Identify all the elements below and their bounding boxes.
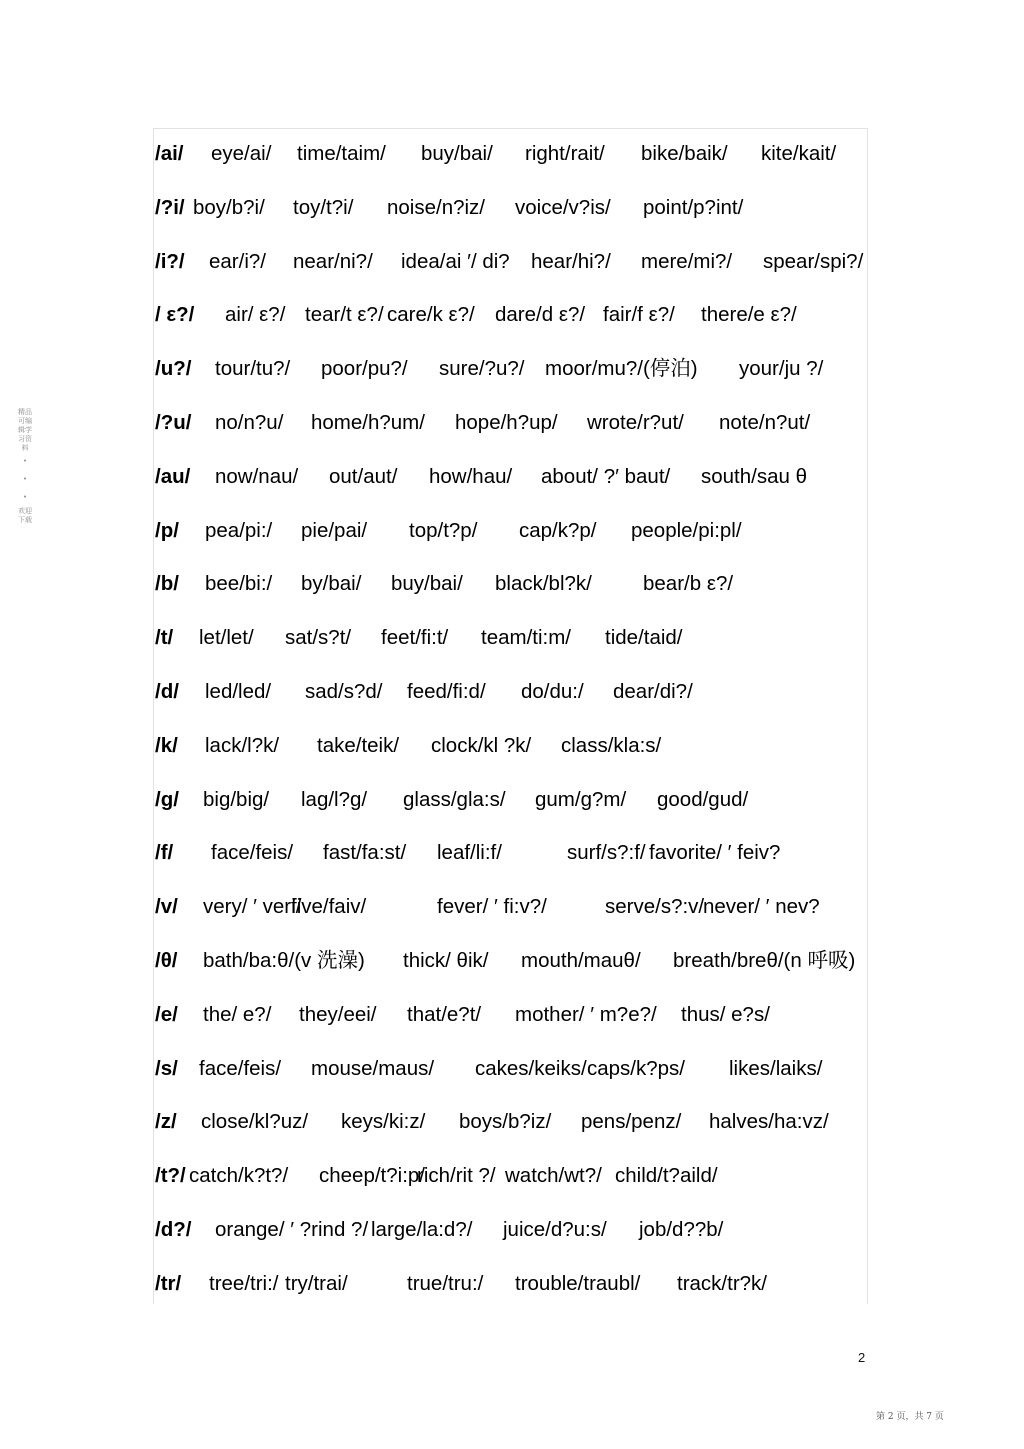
phonetic-symbol: /t?/ [155,1164,186,1188]
example-word: likes/laiks/ [729,1056,823,1080]
example-word: job/d??b/ [639,1218,724,1241]
example-word: idea/ai ′/ di? [401,249,510,273]
phonetic-symbol: /f/ [155,841,174,865]
example-word: true/tru:/ [407,1271,484,1295]
example-word: leaf/li:f/ [437,841,502,865]
example-word: breath/breθ/(n 呼吸) [673,949,856,972]
example-word: cheep/t?i:p/ [319,1164,425,1188]
example-word: sad/s?d/ [305,680,383,703]
example-word: catch/k?t?/ [189,1164,289,1188]
example-word: there/e ε?/ [701,303,797,327]
example-word: trouble/traubl/ [515,1271,641,1295]
example-word: face/feis/ [199,1056,282,1080]
example-word: mouse/maus/ [311,1056,435,1080]
side-watermark-text-top: 精品可编辑学习资料 [18,409,32,452]
example-word: bike/baik/ [641,142,728,165]
example-word: out/aut/ [329,464,398,488]
example-word: that/e?t/ [407,1002,482,1026]
phonetic-symbol: /θ/ [155,949,178,972]
example-word: bear/b ε?/ [643,572,734,596]
phonetic-symbol: /au/ [155,464,191,488]
phonetic-symbol: /k/ [155,733,178,757]
example-word: by/bai/ [301,572,362,596]
example-word: surf/s?:f/ [567,841,646,865]
example-word: care/k ε?/ [387,303,475,327]
example-word: keys/ki:z/ [341,1110,426,1134]
example-word: eye/ai/ [211,142,272,165]
example-word: sat/s?t/ [285,626,352,650]
example-word: thick/ θik/ [403,949,489,972]
example-word: poor/pu?/ [321,357,408,381]
example-word: ear/i?/ [209,249,266,273]
example-word: serve/s?:v/ [605,895,705,919]
phonetic-symbol: /d/ [155,680,179,703]
example-word: buy/bai/ [391,572,463,596]
example-word: fever/ ′ fi:v?/ [437,895,547,919]
example-word: mouth/mauθ/ [521,949,641,972]
example-word: glass/gla:s/ [403,787,506,811]
example-word: clock/kl ?k/ [431,733,532,757]
example-word: fair/f ε?/ [603,303,675,327]
phonetic-symbol: /p/ [155,518,179,542]
example-word: lack/l?k/ [205,733,280,757]
page-number: 2 [858,1350,866,1365]
example-word: caps/k?ps/ [587,1056,685,1080]
phonetic-symbol: /?u/ [155,411,192,434]
example-word: buy/bai/ [421,142,493,165]
phonetic-symbol: /v/ [155,895,178,919]
example-word: pea/pi:/ [205,518,273,542]
example-word: large/la:d?/ [371,1218,473,1241]
page-footer: 第 2 页，共 7 页 [876,1412,944,1422]
example-word: feed/fi:d/ [407,680,486,703]
example-word: take/teik/ [317,733,400,757]
example-word: wrote/r?ut/ [587,411,684,434]
example-word: tide/taid/ [605,626,683,650]
example-word: boys/b?iz/ [459,1110,552,1134]
phonetic-symbol: /t/ [155,626,174,650]
example-word: do/du:/ [521,680,584,703]
example-word: black/bl?k/ [495,572,592,596]
example-word: point/p?int/ [643,195,744,219]
example-word: hear/hi?/ [531,249,611,273]
example-word: now/nau/ [215,464,299,488]
side-watermark [18,408,32,525]
example-word: moor/mu?/(停泊) [545,357,698,381]
example-word: thus/ e?s/ [681,1002,770,1026]
phonetic-symbol: /i?/ [155,249,185,273]
example-word: close/kl?uz/ [201,1110,309,1134]
example-word: favorite/ ′ feiv? [649,841,781,865]
phonetic-symbol: /ai/ [155,142,184,165]
example-word: time/taim/ [297,142,386,165]
example-word: the/ e?/ [203,1002,272,1026]
side-dot: • [23,458,27,465]
example-word: orange/ ′ ?rind ?/ [215,1218,369,1241]
phonetic-symbol: / ε?/ [155,303,195,327]
example-word: gum/g?m/ [535,787,627,811]
example-word: good/gud/ [657,787,749,811]
example-word: kite/kait/ [761,142,837,165]
example-word: boy/b?i/ [193,195,265,219]
example-word: feet/fi:t/ [381,626,449,650]
example-word: mere/mi?/ [641,249,733,273]
example-word: led/led/ [205,680,272,703]
side-dot: • [23,476,27,483]
phonetic-symbol: /d?/ [155,1218,192,1241]
example-word: spear/spi?/ [763,249,864,273]
example-word: halves/ha:vz/ [709,1110,829,1134]
example-word: no/n?u/ [215,411,284,434]
example-word: home/h?um/ [311,411,425,434]
example-word: never/ ′ nev? [703,895,820,919]
example-word: south/sau θ [701,464,807,488]
example-word: dear/di?/ [613,680,693,703]
phonetic-symbol: /e/ [155,1002,178,1026]
example-word: pens/penz/ [581,1110,682,1134]
example-word: toy/t?i/ [293,195,354,219]
example-word: cap/k?p/ [519,518,597,542]
example-word: sure/?u?/ [439,357,525,381]
example-word: cakes/keiks/ [475,1056,587,1080]
example-word: big/big/ [203,787,270,811]
example-word: team/ti:m/ [481,626,571,650]
phonetic-symbol: /u?/ [155,357,192,381]
phonetic-symbol: /b/ [155,572,179,596]
example-word: tree/tri:/ [209,1271,279,1295]
example-word: note/n?ut/ [719,411,811,434]
example-word: very/ ′ veri/ [203,895,302,919]
side-watermark-text-bottom: 欢迎下载 [18,508,32,524]
example-word: watch/wt?/ [505,1164,602,1188]
example-word: how/hau/ [429,464,513,488]
example-word: right/rait/ [525,142,605,165]
example-word: people/pi:pl/ [631,518,742,542]
example-word: near/ni?/ [293,249,373,273]
example-word: about/ ?′ baut/ [541,464,671,488]
example-word: bee/bi:/ [205,572,273,596]
example-word: noise/n?iz/ [387,195,486,219]
phonetic-symbol: /s/ [155,1056,178,1080]
example-word: rich/rit ?/ [417,1164,496,1188]
example-word: dare/d ε?/ [495,303,586,327]
example-word: tour/tu?/ [215,357,291,381]
example-word: air/ ε?/ [225,303,286,327]
example-word: top/t?p/ [409,518,478,542]
example-word: they/eei/ [299,1002,377,1026]
example-word: let/let/ [199,626,254,650]
example-word: class/kla:s/ [561,733,662,757]
phonetic-symbol: /z/ [155,1110,177,1134]
side-dot: • [23,494,27,501]
phonetic-symbol: /g/ [155,787,179,811]
example-word: bath/ba:θ/(v 洗澡) [203,949,365,972]
example-word: pie/pai/ [301,518,368,542]
example-word: tear/t ε?/ [305,303,384,327]
example-word: mother/ ′ m?e?/ [515,1002,657,1026]
phonetic-symbol: /tr/ [155,1271,182,1295]
example-word: your/ju ?/ [739,357,824,381]
example-word: fast/fa:st/ [323,841,407,865]
example-word: hope/h?up/ [455,411,558,434]
example-word: try/trai/ [285,1271,348,1295]
example-word: child/t?aild/ [615,1164,718,1188]
example-word: voice/v?is/ [515,195,611,219]
example-word: track/tr?k/ [677,1271,767,1295]
example-word: lag/l?g/ [301,787,368,811]
example-word: five/faiv/ [291,895,367,919]
phonetic-symbol: /?i/ [155,195,185,219]
example-word: juice/d?u:s/ [503,1218,607,1241]
example-word: face/feis/ [211,841,294,865]
